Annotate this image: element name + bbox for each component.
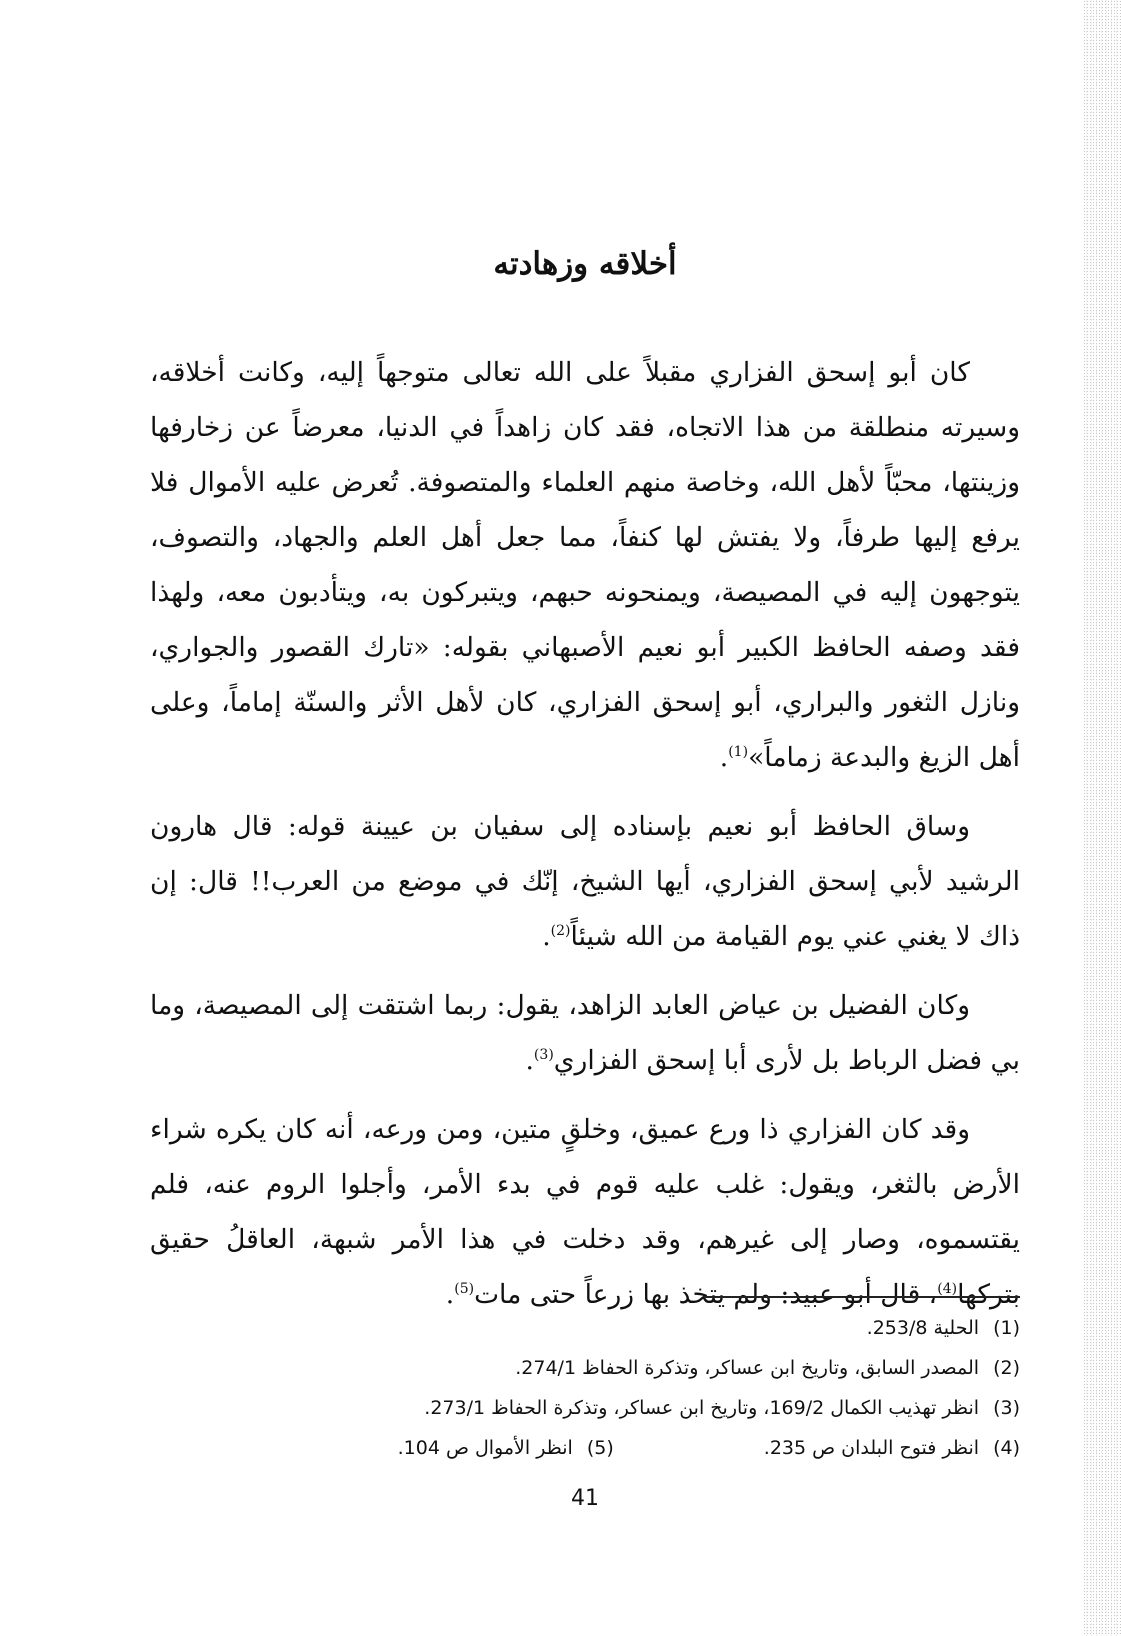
paragraph-1 (150, 345, 1020, 785)
footnote-separator (704, 1296, 1020, 1298)
paragraph-end: . (445, 1279, 455, 1310)
footnote-text: انظر الأموال ص 104. (397, 1437, 573, 1459)
footnote-number: (2) (993, 1357, 1020, 1379)
footnote-text: انظر فتوح البلدان ص 235. (763, 1437, 980, 1459)
paragraph-text: وساق الحافظ أبو نعيم بإسناده إلى سفيان بن عيينة قوله: قال هارون الرشيد لأبي إسحق الفزاري، أيها الشيخ، إنّك في موضع من العرب!! قال: إن ذاك لا يغني عني يوم القيامة من الله شيئاً (150, 811, 1020, 952)
footnote-number: (5) (586, 1437, 614, 1459)
paragraph-text: وقد كان الفزاري ذا ورع عميق، وخلقٍ متين، ومن ورعه، أنه كان يكره شراء الأرض بالثغر، ويقول: غلب عليه قوم في بدء الأمر، وأجلوا الروم عنه، فلم يقتسموه، وصار إلى غيرهم، وقد دخلت في هذا الأمر شبهة، العاقلُ حقيق بتركها (150, 1114, 1020, 1310)
scan-edge-texture (1083, 0, 1121, 1636)
paragraph-4 (150, 1102, 1020, 1322)
footnote-ref[interactable]: (5) (454, 1281, 475, 1298)
book-page (150, 0, 1020, 1636)
footnote-2 (150, 1348, 1020, 1388)
paragraph-end: . (719, 742, 729, 773)
footnote-ref[interactable]: (1) (728, 744, 749, 761)
paragraph-end: . (542, 921, 551, 952)
footnote-3 (150, 1388, 1020, 1428)
footnote-number: (1) (993, 1317, 1020, 1339)
footnote-text: الحلية 253/8. (866, 1317, 980, 1339)
footnote-text: المصدر السابق، وتاريخ ابن عساكر، وتذكرة الحفاظ 274/1. (515, 1357, 980, 1379)
paragraph-end: . (525, 1045, 534, 1076)
footnote-ref[interactable]: (4) (937, 1281, 958, 1298)
footnote-text: انظر تهذيب الكمال 169/2، وتاريخ ابن عساكر، وتذكرة الحفاظ 273/1. (424, 1397, 980, 1419)
page-number: 41 (571, 1486, 599, 1511)
footnote-ref[interactable]: (3) (533, 1047, 554, 1064)
footnote-number: (4) (993, 1437, 1020, 1459)
footnote-4-5 (150, 1428, 1020, 1468)
paragraph-2 (150, 799, 1020, 964)
paragraph-3 (150, 978, 1020, 1088)
footnote-ref[interactable]: (2) (550, 923, 571, 940)
chapter-title: أخلاقه وزهادته (493, 246, 677, 282)
paragraph-text: كان أبو إسحق الفزاري مقبلاً على الله تعالى متوجهاً إليه، وكانت أخلاقه، وسيرته منطلقة من هذا الاتجاه، فقد كان زاهداً في الدنيا، معرضاً عن زخارفها وزينتها، محبّاً لأهل الله، وخاصة منهم العلماء والمتصوفة. تُعرض عليه الأموال فلا يرفع إليها طرفاً، ولا يفتش لها كنفاً، مما جعل أهل العلم والجهاد، والتصوف، يتوجهون إليه في المصيصة، ويمنحونه حبهم، ويتبركون به، ويتأدبون معه، ولهذا فقد وصفه الحافظ الكبير أبو نعيم الأصبهاني بقوله: «تارك القصور والجواري، ونازل الثغور والبراري، أبو إسحق الفزاري، كان لأهل الأثر والسنّة إماماً، وعلى أهل الزيغ والبدعة زماماً» (150, 357, 1020, 773)
paragraph-text-continued: ، قال أبو عبيد: ولم يتخذ بها زرعاً حتى مات (474, 1279, 938, 1310)
footnote-1 (150, 1308, 1020, 1348)
footnote-number: (3) (993, 1397, 1020, 1419)
body-text (150, 345, 1020, 1336)
footnotes (150, 1308, 1020, 1468)
paragraph-text: وكان الفضيل بن عياض العابد الزاهد، يقول: ربما اشتقت إلى المصيصة، وما بي فضل الرباط بل لأرى أبا إسحق الفزاري (150, 990, 1020, 1076)
